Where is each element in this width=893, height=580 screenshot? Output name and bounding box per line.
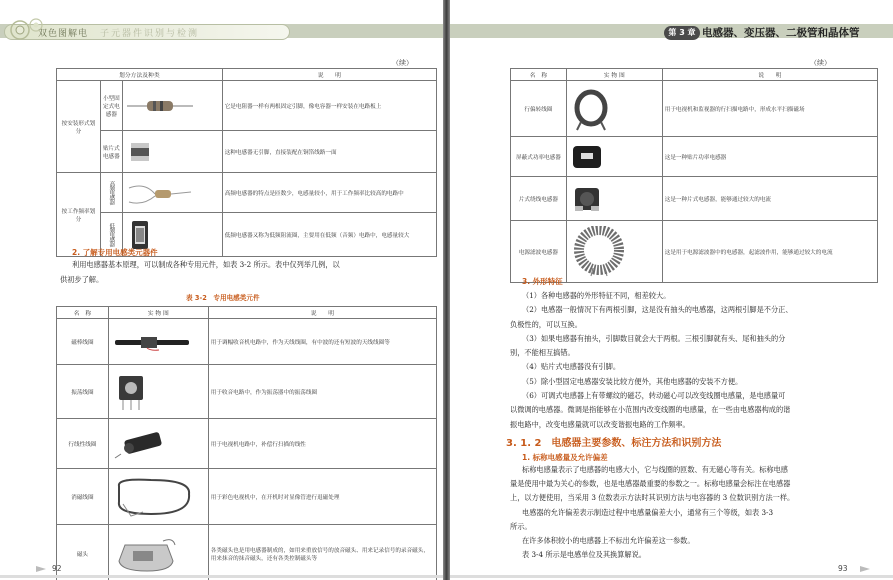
table-header: 说 明 (208, 307, 436, 319)
book-gutter (443, 0, 450, 580)
kind-cell: 小型固定式电感器 (100, 81, 122, 131)
axial-inductor-icon (125, 95, 220, 117)
image-cell (108, 469, 208, 525)
footer-band (0, 575, 443, 578)
desc-cell: 用于调幅收音机电路中，作为天线线圈，有中波的还有短波的天线线圈等 (208, 319, 436, 365)
paragraph-line: 利用电感器基本原理，可以制成各种专用元件，如表 3-2 所示。表中仅列举几例，以 (72, 260, 340, 269)
table-header: 名 称 (511, 69, 567, 81)
chapter-tag: 第 3 章 (664, 26, 700, 40)
left-page (0, 0, 443, 580)
image-cell (122, 131, 222, 173)
arrow-right-icon (36, 566, 46, 572)
desc-cell: 这是用于电源滤波器中的电感器，起滤波作用，能够通过较大的电流 (662, 221, 877, 283)
desc-cell: 这是一种贴片功率电感器 (662, 137, 877, 177)
name-cell: 行线性线圈 (57, 419, 109, 469)
table-header: 名 称 (57, 307, 109, 319)
footer-band (450, 575, 893, 578)
paragraph-line: 以微调的电感器。微调是指能够在小范围内改变线圈的电感量，在一些由电感器构成的谐 (510, 405, 791, 415)
kind-cell: 高频电感器 (108, 181, 115, 204)
paragraph-line: 振电路中，改变电感量就可以改变谐振电路的工作频率。 (510, 419, 690, 429)
paragraph-line: （6）可调式电感器上有带螺纹的磁芯，转动磁心可以改变线圈电感量，是电感量可 (522, 391, 786, 401)
continued-label: （续） (392, 59, 413, 67)
magnetic-head-icon (111, 531, 206, 577)
paragraph-line: 在许多体积较小的电感器上不标出允许偏差这一参数。 (522, 536, 695, 546)
toroidal-filter-inductor-icon (569, 226, 660, 278)
deflection-yoke-icon (569, 86, 660, 132)
right-page (450, 0, 893, 580)
paragraph-line: （3）如果电感器有抽头，引脚数目就会大于两根。三根引脚就有头、尾和抽头的分 (522, 333, 786, 343)
desc-cell: 它是电阻器一样有两根固定引脚，像电容器一样安装在电路板上 (222, 81, 436, 131)
image-cell (566, 221, 662, 283)
paragraph-line: （5）除小型固定电感器安装比较方便外，其他电感器的安装不方便。 (522, 376, 743, 386)
special-inductor-table (56, 306, 437, 580)
section-heading: 3. 1. 2 电感器主要参数、标注方法和识别方法 (506, 438, 722, 449)
paragraph-line: 供初步了解。 (60, 274, 104, 284)
paragraph-line: （1）各种电感器的外形特征不同，相差较大。 (522, 291, 671, 300)
page-number: 93 (838, 564, 848, 573)
image-cell (108, 419, 208, 469)
desc-cell: 用于彩色电视机中，在开机时对显像管进行退磁处理 (208, 469, 436, 525)
paragraph-line: 电感器的允许偏差表示制造过程中电感量偏差大小，通常有三个等级，如表 3-3 (522, 507, 774, 517)
image-cell (566, 81, 662, 137)
image-cell (108, 525, 208, 580)
desc-cell: 这种电感器无引脚，直接装配在铜箔线路一面 (222, 131, 436, 173)
section3-text (510, 289, 882, 432)
name-cell: 行偏转线圈 (511, 81, 567, 137)
section-text (60, 258, 440, 287)
smd-inductor-icon (125, 138, 220, 166)
name-cell: 片式绕线电感器 (511, 177, 567, 221)
table-caption: 表 3-2 专用电感类元件 (186, 294, 260, 302)
name-cell: 振荡线圈 (57, 365, 109, 419)
subsection-text (510, 463, 882, 562)
desc-cell: 用于电视机电路中，补偿行扫描的线性 (208, 419, 436, 469)
line-linearity-coil-icon (111, 428, 206, 460)
table-header: 划分方法及种类 (57, 69, 223, 81)
desc-cell: 用于电视机和监视器的行扫描电路中，形成水平扫描磁场 (662, 81, 877, 137)
paragraph-line: 量是使用中最为关心的参数，也是电感器最重要的参数之一。标称电感量会标注在电感器 (510, 479, 791, 489)
top-table (56, 68, 437, 257)
name-cell: 电源滤波电感器 (511, 221, 567, 283)
table-header: 说 明 (662, 69, 877, 81)
group-cell: 按工作频率划分 (57, 173, 101, 257)
paragraph-line: 负极性的，可以互换。 (510, 319, 582, 329)
special-inductor-table-cont (510, 68, 878, 283)
paragraph-line: 别，不能相互搞错。 (510, 348, 575, 358)
arrow-right-icon (860, 566, 870, 572)
table-header: 实 物 图 (566, 69, 662, 81)
paragraph-line: 上，以方便使用，当采用 3 位数表示方法时其识别方法与电容器的 3 位数识别方法一样。 (510, 493, 795, 503)
name-cell: 磁头 (57, 525, 109, 580)
table-header: 实 物 图 (108, 307, 208, 319)
desc-cell: 用于收音电路中，作为振荡器中的振荡线圈 (208, 365, 436, 419)
chip-wound-inductor-icon (569, 182, 660, 216)
section-title: 3. 外形特征 (522, 277, 563, 286)
chapter-title: 电感器、变压器、二极管和晶体管 (702, 27, 860, 39)
paragraph-line: 所示。 (510, 521, 532, 531)
name-cell: 消磁线圈 (57, 469, 109, 525)
shielded-power-inductor-icon (569, 142, 660, 172)
name-cell: 屏蔽式功率电感器 (511, 137, 567, 177)
degaussing-coil-icon (111, 474, 206, 520)
paragraph-line: 表 3-4 所示是电感单位及其换算解说。 (522, 550, 646, 560)
header-title: 双色图解电 (38, 29, 89, 39)
desc-cell: 这是一种片式电感器，能够通过较大的电流 (662, 177, 877, 221)
subsection-title: 1. 标称电感量及允许偏差 (522, 453, 608, 462)
kind-cell: 低频电感器 (108, 223, 115, 246)
image-cell (566, 177, 662, 221)
image-cell (122, 81, 222, 131)
image-cell (108, 319, 208, 365)
image-cell (108, 365, 208, 419)
paragraph-line: 标称电感量表示了电感器的电感大小，它与线圈的匝数、有无磁心等有关。标称电感 (522, 465, 788, 474)
paragraph-line: （4）贴片式电感器没有引脚。 (522, 362, 621, 372)
ferrite-rod-coil-icon (111, 332, 206, 352)
desc-cell: 高频电感器的特点是匝数少，电感量较小，用于工作频率比较高的电路中 (222, 173, 436, 213)
continued-label: （续） (810, 59, 831, 67)
header-subtitle: 子元器件识别与检测 (100, 29, 200, 39)
page-number: 92 (52, 564, 62, 573)
image-cell (122, 173, 222, 213)
table-header: 说 明 (222, 69, 436, 81)
section-title: 2. 了解专用电感类元器件 (72, 248, 158, 257)
desc-cell: 各类磁头也是用电感器制成的，如用来重放信号的放音磁头、用来记录信号的录音磁头，用来抹音的抹音磁头，还有各类控制磁头等 (208, 525, 436, 580)
hf-coil-icon (125, 178, 220, 208)
group-cell: 按安装形式划分 (57, 81, 101, 173)
desc-cell: 低频电感器又称为低频阻流圈，主要用在低频（音频）电路中，电感量较大 (222, 213, 436, 257)
name-cell: 磁棒线圈 (57, 319, 109, 365)
image-cell (566, 137, 662, 177)
kind-cell: 贴片式电感器 (100, 131, 122, 173)
oscillator-coil-icon (111, 370, 206, 414)
paragraph-line: （2）电感器一般情况下有两根引脚，这是没有抽头的电感器，这两根引脚是不分正、 (522, 305, 793, 315)
